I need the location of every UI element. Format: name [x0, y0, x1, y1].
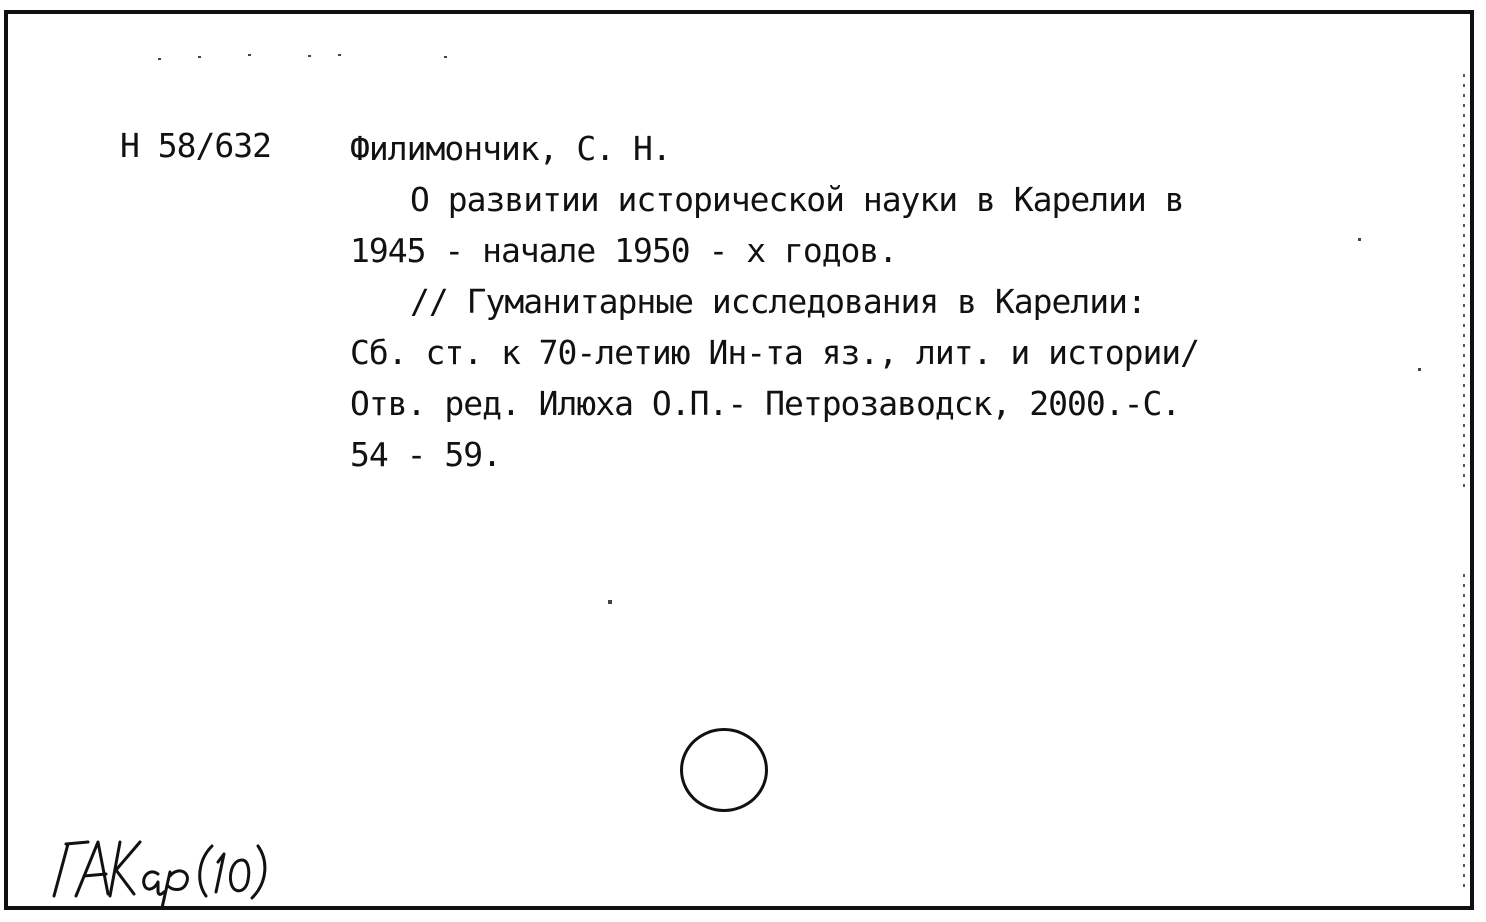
bibliographic-entry: [350, 126, 1295, 483]
scan-speck: [198, 56, 201, 58]
scan-speck: [338, 54, 341, 56]
handwritten-archive-mark: [46, 830, 346, 910]
title-line: О развитии исторической науки в Карелии в: [410, 180, 1184, 219]
title-line: 1945 - начале 1950 - х годов.: [350, 231, 898, 270]
author-heading: Филимончик, С. Н.: [350, 129, 671, 168]
shelfmark: Н 58/632: [120, 126, 271, 165]
scan-speck: [248, 54, 251, 56]
scan-speck: [608, 600, 612, 604]
scan-speck: [1358, 238, 1361, 241]
scan-speck: [1463, 74, 1465, 494]
scan-speck: [444, 56, 447, 58]
scan-speck: [1418, 368, 1421, 371]
source-line: // Гуманитарные исследования в Карелии:: [410, 282, 1146, 321]
scan-speck: [1463, 574, 1465, 894]
source-line: 54 - 59.: [350, 435, 501, 474]
source-line: Отв. ред. Илюха О.П.- Петрозаводск, 2000.-С.: [350, 384, 1181, 423]
scan-speck: [308, 55, 311, 57]
punch-hole: [680, 728, 768, 812]
scan-speck: [158, 58, 161, 60]
source-line: Сб. ст. к 70-летию Ин-та яз., лит. и истории/: [350, 333, 1200, 372]
